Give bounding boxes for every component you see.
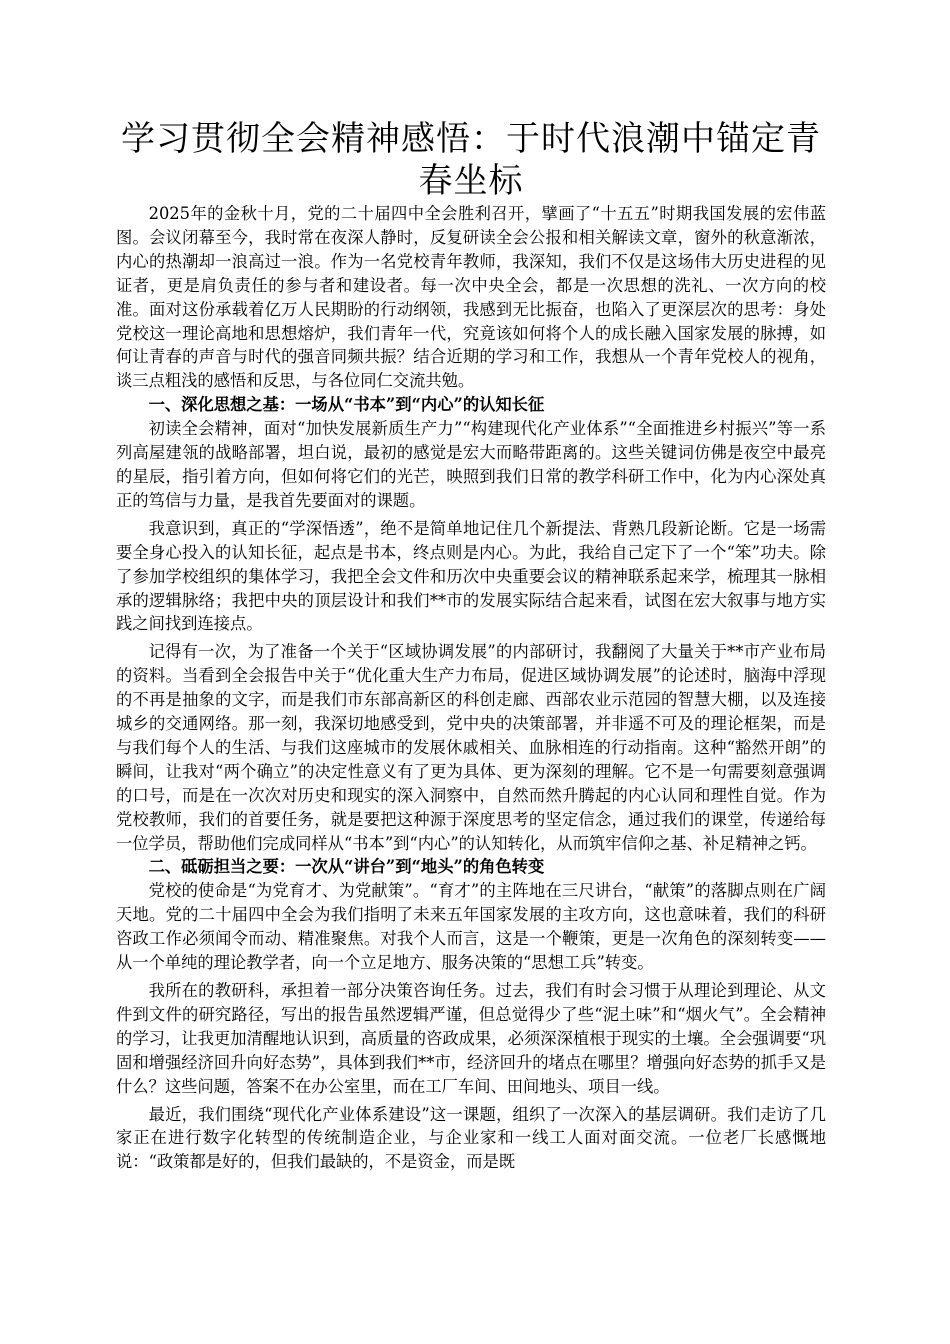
document-page bbox=[116, 118, 826, 1174]
section-1-paragraph-1: 初读全会精神，面对“加快发展新质生产力”“构建现代化产业体系”“全面推进乡村振兴”等一系列高屋建瓴的战略部署，坦白说，最初的感觉是宏大而略带距离的。这些关键词仿佛是夜空中最亮的星辰，指引着方向，但如何将它们的光芒，映照到我们日常的教学科研工作中，化为内心深处真正的笃信与力量，是我首先要面对的课题。 bbox=[116, 419, 826, 510]
section-1-paragraph-3: 记得有一次，为了准备一个关于“区域协调发展”的内部研讨，我翻阅了大量关于**市产业布局的资料。当看到全会报告中关于“优化重大生产力布局，促进区域协调发展”的论述时，脑海中浮现的不再是抽象的文字，而是我们市东部高新区的科创走廊、西部农业示范园的智慧大棚，以及连接城乡的交通网络。那一刻，我深切地感受到，党中央的决策部署，并非遥不可及的理论框架，而是与我们每个人的生活、与我们这座城市的发展休戚相关、血脉相连的行动指南。这种“豁然开朗”的瞬间，让我对“两个确立”的决定性意义有了更为具体、更为深刻的理解。它不是一句需要刻意强调的口号，而是在一次次对历史和现实的深入洞察中，自然而然升腾起的内心认同和理性自觉。作为党校教师，我们的首要任务，就是要把这种源于深度思考的坚定信念，通过我们的课堂，传递给每一位学员，帮助他们完成同样从“书本”到“内心”的认知转化，从而筑牢信仰之基、补足精神之钙。 bbox=[116, 642, 826, 853]
intro-paragraph: 2025年的金秋十月，党的二十届四中全会胜利召开，擘画了“十五五”时期我国发展的宏伟蓝图。会议闭幕至今，我时常在夜深人静时，反复研读全会公报和相关解读文章，窗外的秋意渐浓，内心的热潮却一浪高过一浪。作为一名党校青年教师，我深知，我们不仅是这场伟大历史进程的见证者，更是肩负责任的参与者和建设者。每一次中央全会，都是一次思想的洗礼、一次方向的校准。面对这份承载着亿万人民期盼的行动纲领，我感到无比振奋，也陷入了更深层次的思考：身处党校这一理论高地和思想熔炉，我们青年一代，究竟该如何将个人的成长融入国家发展的脉搏，如何让青春的声音与时代的强音同频共振？结合近期的学习和工作，我想从一个青年党校人的视角，谈三点粗浅的感悟和反思，与各位同仁交流共勉。 bbox=[116, 204, 826, 391]
section-2-heading: 二、砥砺担当之要：一次从“讲台”到“地头”的角色转变 bbox=[148, 857, 545, 877]
section-2-paragraph-3: 最近，我们围绕“现代化产业体系建设”这一课题，组织了一次深入的基层调研。我们走访了几家正在进行数字化转型的传统制造企业，与企业家和一线工人面对面交流。一位老厂长感慨地说：“政策都是好的，但我们最缺的，不是资金，而是既 bbox=[116, 1104, 826, 1172]
document-title: 学习贯彻全会精神感悟：于时代浪潮中锚定青春坐标 bbox=[121, 119, 821, 201]
section-2-paragraph-2: 我所在的教研科，承担着一部分决策咨询任务。过去，我们有时会习惯于从理论到理论、从文件到文件的研究路径，写出的报告虽然逻辑严谨，但总觉得少了些“泥土味”和“烟火气”。全会精神的学习，让我更加清醒地认识到，高质量的咨政成果，必须深深植根于现实的土壤。全会强调要“巩固和增强经济回升向好态势”，具体到我们**市，经济回升的堵点在哪里？增强向好态势的抓手又是什么？这些问题，答案不在办公室里，而在工厂车间、田间地头、项目一线。 bbox=[116, 981, 826, 1096]
section-1-paragraph-2: 我意识到，真正的“学深悟透”，绝不是简单地记住几个新提法、背熟几段新论断。它是一场需要全身心投入的认知长征，起点是书本，终点则是内心。为此，我给自己定下了一个“笨”功夫。除了参加学校组织的集体学习，我把全会文件和历次中央重要会议的精神联系起来学，梳理其一脉相承的逻辑脉络；我把中央的顶层设计和我们**市的发展实际结合起来看，试图在宏大叙事与地方实践之间找到连接点。 bbox=[116, 518, 826, 634]
section-2-paragraph-1: 党校的使命是“为党育才、为党献策”。“育才”的主阵地在三尺讲台，“献策”的落脚点则在广阔天地。党的二十届四中全会为我们指明了未来五年国家发展的主攻方向，这也意味着，我们的科研咨政工作必须闻令而动、精准聚焦。对我个人而言，这是一个鞭策，更是一次角色的深刻转变——从一个单纯的理论教学者，向一个立足地方、服务决策的“思想工兵”转变。 bbox=[116, 881, 826, 973]
section-1-heading: 一、深化思想之基：一场从“书本”到“内心”的认知长征 bbox=[148, 395, 545, 415]
